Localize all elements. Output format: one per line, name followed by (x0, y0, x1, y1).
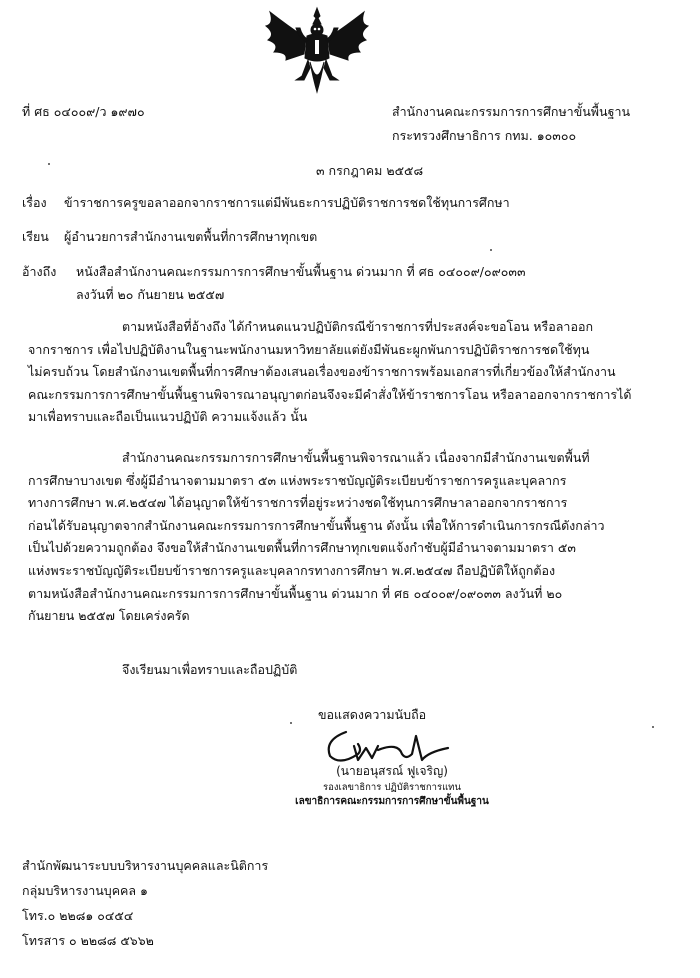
to-text: ผู้อำนวยการสำนักงานเขตพื้นที่การศึกษาทุกเขต (64, 229, 318, 244)
body-paragraph-2 (28, 447, 668, 628)
footer-fax: โทรสาร ๐ ๒๒๘๘ ๕๖๖๒ (22, 933, 154, 948)
footer-phone: โทร.๐ ๒๒๘๑ ๐๔๕๔ (22, 908, 134, 923)
subject-label: เรื่อง (22, 195, 47, 210)
closing-salutation: ขอแสดงความนับถือ (318, 707, 427, 722)
paragraph-line: ตามหนังสือที่อ้างถึง ได้กำหนดแนวปฏิบัติกรณีข้าราชการที่ประสงค์จะขอโอน หรือลาออก (122, 319, 594, 334)
paragraph-line: เป็นไปด้วยความถูกต้อง จึงขอให้สำนักงานเขตพื้นที่การศึกษาทุกเขตแจ้งกำชับผู้มีอำนาจตามมาตรา ๕๓ (28, 540, 576, 556)
footer-office: สำนักพัฒนาระบบบริหารงานบุคคลและนิติการ (22, 858, 269, 873)
garuda-emblem (258, 6, 376, 96)
reference-line-2: ลงวันที่ ๒๐ กันยายน ๒๕๕๗ (76, 287, 225, 302)
body-paragraph-1 (28, 316, 668, 429)
reference-line-1: หนังสือสำนักงานคณะกรรมการการศึกษาขั้นพื้นฐาน ด่วนมาก ที่ ศธ ๐๔๐๐๙/๐๙๐๓๓ (76, 264, 526, 279)
scan-speck (290, 722, 292, 724)
paragraph-line: แห่งพระราชบัญญัติระเบียบข้าราชการครูและบุคลากรทางการศึกษา พ.ศ.๒๕๔๗ ถือปฏิบัติให้ถูกต้อง (28, 562, 556, 578)
paragraph-line: การศึกษาบางเขต ซึ่งผู้มีอำนาจตามมาตรา ๕๓ แห่งพระราชบัญญัติระเบียบข้าราชการครูและบุคลากร (28, 472, 567, 488)
issuing-office: สำนักงานคณะกรรมการการศึกษาขั้นพื้นฐาน (392, 104, 631, 119)
issuing-address: กระทรวงศึกษาธิการ กทม. ๑๐๓๐๐ (392, 128, 577, 143)
paragraph-line: ตามหนังสือสำนักงานคณะกรรมการการศึกษาขั้นพื้นฐาน ด่วนมาก ที่ ศธ ๐๔๐๐๙/๐๙๐๓๓ ลงวันที่ ๒๐ (28, 585, 563, 601)
scan-speck (490, 249, 492, 251)
paragraph-line: ทางการศึกษา พ.ศ.๒๕๔๗ ได้อนุญาตให้ข้าราชการที่อยู่ระหว่างชดใช้ทุนการศึกษาลาออกจากราชการ (28, 495, 568, 511)
paragraph-line: สำนักงานคณะกรรมการการศึกษาขั้นพื้นฐานพิจารณาแล้ว เนื่องจากมีสำนักงานเขตพื้นที่ (122, 450, 590, 465)
paragraph-line: ไม่ครบถ้วน โดยสำนักงานเขตพื้นที่การศึกษาต้องเสนอเรื่องของข้าราชการพร้อมเอกสารที่เกี่ยวข้องให้สำนักงาน (28, 364, 616, 380)
paragraph-line: กันยายน ๒๕๕๗ โดยเคร่งครัด (28, 608, 190, 624)
signature-block (262, 762, 522, 809)
paragraph-line: จากราชการ เพื่อไปปฏิบัติงานในฐานะพนักงานมหาวิทยาลัยแต่ยังมีพันธะผูกพันการปฏิบัติราชการชดใช้ทุน (28, 341, 590, 357)
document-number: ที่ ศธ ๐๔๐๐๙/ว ๑๙๗๐ (22, 104, 145, 119)
closing-request: จึงเรียนมาเพื่อทราบและถือปฏิบัติ (122, 662, 298, 677)
paragraph-line: ก่อนได้รับอนุญาตจากสำนักงานคณะกรรมการการศึกษาขั้นพื้นฐาน ดังนั้น เพื่อให้การดำเนินการกรณีดังกล่าว (28, 517, 605, 533)
document-date: ๓ กรกฎาคม ๒๕๕๘ (316, 163, 424, 178)
to-label: เรียน (22, 229, 49, 244)
signatory-position: รองเลขาธิการ ปฏิบัติราชการแทน (323, 782, 461, 793)
signatory-organization: เลขาธิการคณะกรรมการการศึกษาขั้นพื้นฐาน (295, 796, 489, 807)
scan-speck (48, 163, 50, 165)
paragraph-line: มาเพื่อทราบและถือเป็นแนวปฏิบัติ ความแจ้งแล้ว นั้น (28, 409, 308, 425)
subject-text: ข้าราชการครูขอลาออกจากราชการแต่มีพันธะการปฏิบัติราชการชดใช้ทุนการศึกษา (64, 195, 510, 210)
scan-speck (652, 726, 654, 728)
footer-group: กลุ่มบริหารงานบุคคล ๑ (22, 883, 148, 898)
signatory-name: (นายอนุสรณ์ ฟูเจริญ) (336, 764, 448, 778)
paragraph-line: คณะกรรมการการศึกษาขั้นพื้นฐานพิจารณาอนุญาตก่อนจึงจะมีคำสั่งให้ข้าราชการโอน หรือลาออกจากราชการได้ (28, 386, 632, 402)
reference-label: อ้างถึง (22, 264, 57, 279)
